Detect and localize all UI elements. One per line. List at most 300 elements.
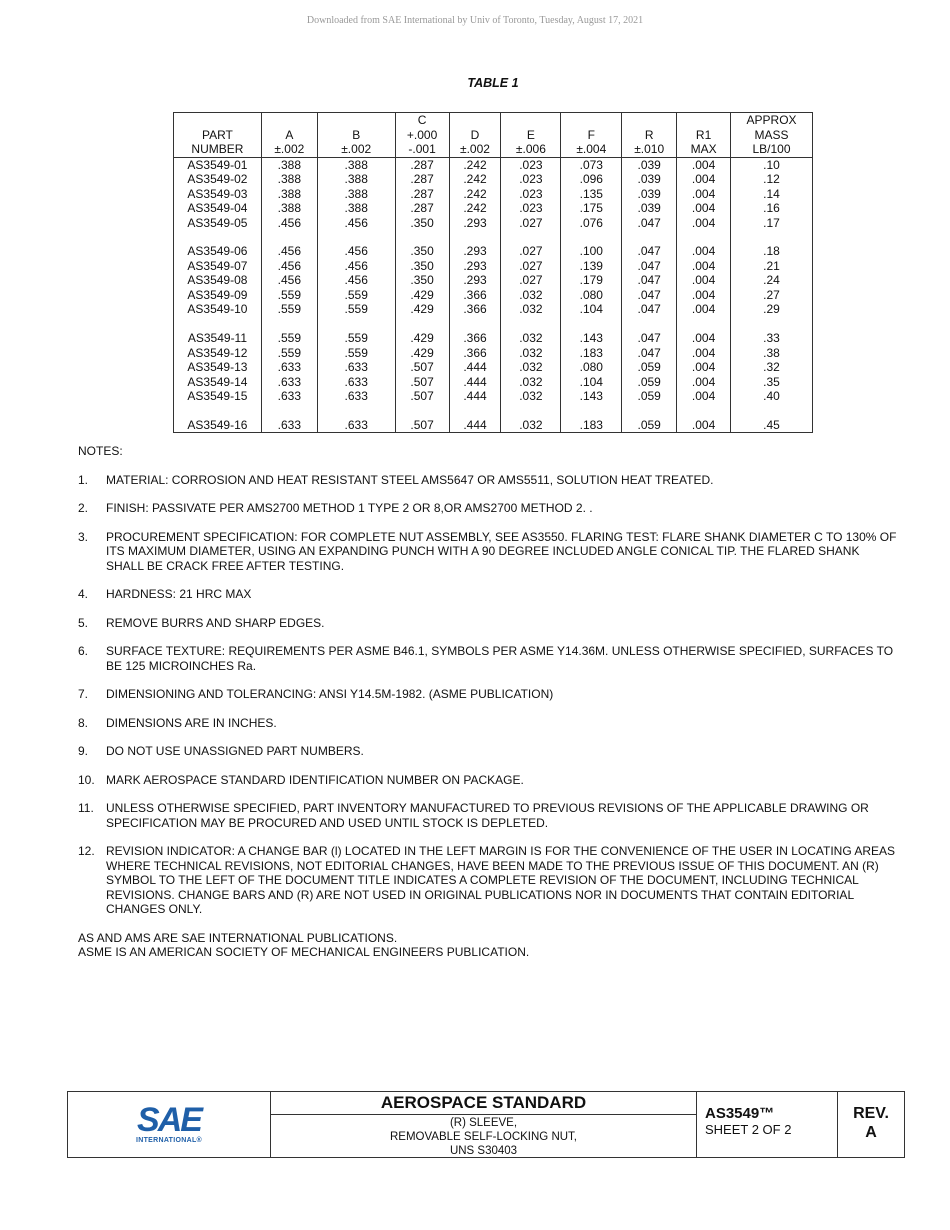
table-cell: .287 [395, 201, 449, 216]
table-cell: .17 [731, 216, 813, 231]
spacer-cell [174, 317, 262, 331]
table-cell: .039 [622, 172, 677, 187]
part-number-cell: AS3549-10 [174, 302, 262, 317]
part-number-cell: AS3549-03 [174, 187, 262, 202]
spacer-cell [677, 317, 731, 331]
table-cell: .40 [731, 389, 813, 404]
table-cell: .047 [622, 216, 677, 231]
table-title: TABLE 1 [467, 76, 519, 90]
note-text: REVISION INDICATOR: A CHANGE BAR (l) LOCATED IN THE LEFT MARGIN IS FOR THE CONVENIENCE OF THE USER IN LOCATING AREAS WHERE TECHNICAL REVISIONS, NOT EDITORIAL CHANGES, HAVE BEEN MADE TO THE PREVIOUS ISSUE OF THIS DOCUMENT. AN (R) SYMBOL TO THE LEFT OF THE DOCUMENT TITLE INDICATES A COMPLETE REVISION OF THE DOCUMENT, INCLUDING TECHNICAL REVISIONS. CHANGE BARS AND (R) ARE NOT USED IN ORIGINAL PUBLICATIONS NOR IN DOCUMENTS THAT CONTAIN EDITORIAL CHANGES ONLY. [106, 844, 896, 916]
note-item [78, 644, 898, 673]
table-cell: .287 [395, 157, 449, 172]
column-header-line [563, 113, 619, 128]
table-row [174, 288, 813, 303]
table-cell: .004 [677, 157, 731, 172]
table-row [174, 157, 813, 172]
table-cell: .633 [317, 418, 395, 433]
table-row [174, 201, 813, 216]
spacer-cell [317, 317, 395, 331]
table-cell: .456 [261, 273, 317, 288]
column-header-line: APPROX [746, 113, 797, 127]
part-number-cell: AS3549-13 [174, 360, 262, 375]
part-number-cell: AS3549-05 [174, 216, 262, 231]
part-number-cell: AS3549-04 [174, 201, 262, 216]
table-cell: .242 [449, 187, 501, 202]
table-cell: .444 [449, 375, 501, 390]
table-cell: .456 [317, 259, 395, 274]
table-cell: .456 [317, 273, 395, 288]
table-cell: .633 [261, 375, 317, 390]
column-header-line: R [644, 127, 654, 142]
table-cell: .004 [677, 187, 731, 202]
spacer-cell [317, 230, 395, 244]
table-cell: .429 [395, 288, 449, 303]
table-cell: .096 [561, 172, 622, 187]
table-cell: .45 [731, 418, 813, 433]
table-cell: .183 [561, 346, 622, 361]
table-cell: .388 [317, 201, 395, 216]
spacer-cell [561, 317, 622, 331]
spacer-cell [449, 404, 501, 418]
table-cell: .023 [501, 187, 561, 202]
table-cell: .104 [561, 302, 622, 317]
table-cell: .004 [677, 346, 731, 361]
column-header-line: -.001 [408, 142, 436, 156]
table-cell: .559 [317, 346, 395, 361]
table-cell: .179 [561, 273, 622, 288]
note-number: 3. [78, 529, 89, 544]
column-header-line: ±.004 [576, 142, 607, 156]
table-cell: .073 [561, 157, 622, 172]
spacer-cell [261, 230, 317, 244]
table-cell: .032 [501, 346, 561, 361]
table-cell: .444 [449, 360, 501, 375]
sae-logo [68, 1092, 271, 1157]
table-cell: .242 [449, 201, 501, 216]
revision-value: A [865, 1124, 877, 1141]
spacer-cell [561, 404, 622, 418]
dimensions-table [173, 112, 813, 433]
spacer-cell [622, 317, 677, 331]
group-spacer [174, 404, 813, 418]
note-number: 9. [78, 744, 89, 758]
note-number: 7. [78, 687, 89, 701]
table-cell: .444 [449, 418, 501, 433]
table-cell: .027 [501, 216, 561, 231]
note-text: FINISH: PASSIVATE PER AMS2700 METHOD 1 TYPE 2 OR 8,OR AMS2700 METHOD 2. . [106, 501, 593, 515]
table-cell: .559 [261, 331, 317, 346]
table-cell: .388 [261, 172, 317, 187]
footnote-line: ASME IS AN AMERICAN SOCIETY OF MECHANICAL ENGINEERS PUBLICATION. [78, 945, 530, 959]
table-row [174, 302, 813, 317]
table-cell: .183 [561, 418, 622, 433]
column-header-line: +.000 [406, 127, 438, 142]
column-header-line [264, 113, 315, 128]
table-cell: .039 [622, 187, 677, 202]
column-header [261, 113, 317, 158]
spacer-cell [261, 317, 317, 331]
column-header [677, 113, 731, 158]
spacer-cell [622, 230, 677, 244]
table-cell: .366 [449, 288, 501, 303]
column-header [622, 113, 677, 158]
note-number: 6. [78, 644, 89, 658]
column-header [317, 113, 395, 158]
column-header-line: MASS [754, 127, 789, 142]
spacer-cell [449, 230, 501, 244]
spacer-cell [622, 404, 677, 418]
column-header-line: ±.010 [634, 142, 665, 156]
spacer-cell [317, 404, 395, 418]
spacer-cell [501, 317, 561, 331]
spacer-cell [731, 404, 813, 418]
table-cell: .004 [677, 418, 731, 433]
column-header [449, 113, 501, 158]
group-spacer [174, 230, 813, 244]
table-cell: .293 [449, 273, 501, 288]
table-cell: .039 [622, 157, 677, 172]
spacer-cell [501, 230, 561, 244]
table-cell: .507 [395, 389, 449, 404]
note-text: MARK AEROSPACE STANDARD IDENTIFICATION NUMBER ON PACKAGE. [106, 772, 524, 787]
spacer-cell [677, 404, 731, 418]
note-number: 1. [78, 472, 89, 487]
table-cell: .139 [561, 259, 622, 274]
table-cell: .023 [501, 157, 561, 172]
sae-logo-mark: SAE [137, 1101, 201, 1139]
revision [838, 1092, 904, 1157]
table-cell: .366 [449, 346, 501, 361]
table-cell: .004 [677, 259, 731, 274]
note-text: PROCUREMENT SPECIFICATION: FOR COMPLETE NUT ASSEMBLY, SEE AS3550. FLARING TEST: FLARE SHANK DIAMETER C TO 130% OF ITS MAXIMUM DIAMETER, USING AN EXPANDING PUNCH WITH A 90 DEGREE INCLUDED ANGLE CONICAL TIP. THE FLARED SHANK SHALL BE CRACK FREE AFTER TESTING. [106, 529, 897, 573]
column-header-line: LB/100 [752, 142, 791, 156]
table-cell: .287 [395, 172, 449, 187]
note-item [78, 616, 898, 631]
note-item [78, 473, 898, 488]
note-text: HARDNESS: 21 HRC MAX [106, 587, 252, 601]
table-cell: .633 [317, 375, 395, 390]
spacer-cell [395, 317, 449, 331]
column-header [731, 113, 813, 158]
table-cell: .047 [622, 331, 677, 346]
table-cell: .004 [677, 375, 731, 390]
note-item [78, 587, 898, 602]
note-item [78, 801, 898, 830]
table-cell: .004 [677, 216, 731, 231]
table-cell: .004 [677, 273, 731, 288]
column-header-line: F [587, 127, 595, 142]
table-row [174, 331, 813, 346]
table-cell: .047 [622, 244, 677, 259]
table-cell: .29 [731, 302, 813, 317]
column-header-line [320, 113, 393, 128]
table-row [174, 216, 813, 231]
note-text: MATERIAL: CORROSION AND HEAT RESISTANT STEEL AMS5647 OR AMS5511, SOLUTION HEAT TREATED. [106, 472, 714, 487]
note-item [78, 501, 898, 516]
table-cell: .559 [261, 346, 317, 361]
table-cell: .633 [261, 418, 317, 433]
spacer-cell [395, 230, 449, 244]
description-line: UNS S30403 [449, 1145, 518, 1157]
publications-footnote [78, 931, 898, 960]
table-cell: .004 [677, 360, 731, 375]
table-cell: .004 [677, 244, 731, 259]
table-row [174, 346, 813, 361]
spacer-cell [731, 230, 813, 244]
table-row [174, 172, 813, 187]
table-cell: .507 [395, 418, 449, 433]
table-cell: .293 [449, 259, 501, 274]
table-cell: .027 [501, 244, 561, 259]
part-number-cell: AS3549-06 [174, 244, 262, 259]
standard-label: AEROSPACE STANDARD [271, 1092, 696, 1115]
column-header-line: NUMBER [191, 142, 244, 156]
table-cell: .293 [449, 244, 501, 259]
table-cell: .080 [561, 288, 622, 303]
column-header-line [624, 113, 674, 128]
table-cell: .023 [501, 201, 561, 216]
table-cell: .047 [622, 302, 677, 317]
table-cell: .388 [261, 157, 317, 172]
table-cell: .456 [261, 244, 317, 259]
spacer-cell [261, 404, 317, 418]
table-cell: .047 [622, 259, 677, 274]
table-cell: .18 [731, 244, 813, 259]
table-cell: .032 [501, 331, 561, 346]
table-cell: .004 [677, 331, 731, 346]
table-cell: .429 [395, 331, 449, 346]
table-cell: .456 [317, 216, 395, 231]
note-text: DIMENSIONS ARE IN INCHES. [106, 715, 277, 730]
column-header-line [452, 113, 499, 128]
table-cell: .559 [317, 331, 395, 346]
table-cell: .059 [622, 375, 677, 390]
table-cell: .444 [449, 389, 501, 404]
note-text: DO NOT USE UNASSIGNED PART NUMBERS. [106, 744, 364, 758]
table-cell: .559 [317, 288, 395, 303]
note-item [78, 773, 898, 788]
note-number: 2. [78, 501, 89, 515]
table-cell: .35 [731, 375, 813, 390]
spacer-cell [174, 230, 262, 244]
table-row [174, 418, 813, 433]
table-row [174, 244, 813, 259]
column-header-line [503, 113, 558, 128]
table-row [174, 259, 813, 274]
table-cell: .388 [317, 187, 395, 202]
table-cell: .047 [622, 346, 677, 361]
spacer-cell [395, 404, 449, 418]
column-header [561, 113, 622, 158]
table-cell: .242 [449, 172, 501, 187]
description-line: (R) SLEEVE, [449, 1117, 518, 1129]
column-header-line: B [352, 127, 361, 142]
part-number-cell: AS3549-12 [174, 346, 262, 361]
table-cell: .039 [622, 201, 677, 216]
table-cell: .429 [395, 302, 449, 317]
table-cell: .366 [449, 331, 501, 346]
note-number: 12. [78, 844, 95, 858]
note-item [78, 744, 898, 759]
table-cell: .388 [317, 157, 395, 172]
table-row [174, 389, 813, 404]
column-header-line: A [285, 127, 294, 142]
table-cell: .27 [731, 288, 813, 303]
table-cell: .032 [501, 288, 561, 303]
table-cell: .350 [395, 273, 449, 288]
part-number-cell: AS3549-16 [174, 418, 262, 433]
table-cell: .080 [561, 360, 622, 375]
part-number-cell: AS3549-14 [174, 375, 262, 390]
table-cell: .032 [501, 418, 561, 433]
footnote-line: AS AND AMS ARE SAE INTERNATIONAL PUBLICATIONS. [78, 930, 398, 945]
part-number-cell: AS3549-02 [174, 172, 262, 187]
group-spacer [174, 317, 813, 331]
table-cell: .004 [677, 389, 731, 404]
table-cell: .047 [622, 288, 677, 303]
description-line: REMOVABLE SELF-LOCKING NUT, [389, 1131, 578, 1143]
table-cell: .388 [317, 172, 395, 187]
table-cell: .559 [317, 302, 395, 317]
column-header-line: E [526, 127, 535, 142]
table-cell: .143 [561, 389, 622, 404]
column-header [174, 113, 262, 158]
table-cell: .507 [395, 375, 449, 390]
sae-logo-subtext: INTERNATIONAL® [135, 1137, 202, 1144]
part-number-cell: AS3549-01 [174, 157, 262, 172]
table-cell: .135 [561, 187, 622, 202]
table-cell: .32 [731, 360, 813, 375]
table-cell: .633 [261, 360, 317, 375]
column-header [501, 113, 561, 158]
spacer-cell [677, 230, 731, 244]
note-number: 10. [78, 772, 95, 787]
table-cell: .633 [317, 360, 395, 375]
table-cell: .175 [561, 201, 622, 216]
column-header-line: MAX [690, 142, 717, 156]
table-cell: .507 [395, 360, 449, 375]
table-cell: .032 [501, 375, 561, 390]
table-cell: .366 [449, 302, 501, 317]
column-header-line: R1 [695, 127, 712, 142]
column-header-line: D [470, 127, 480, 142]
table-cell: .059 [622, 360, 677, 375]
part-number-cell: AS3549-11 [174, 331, 262, 346]
table-cell: .456 [261, 259, 317, 274]
part-number-cell: AS3549-07 [174, 259, 262, 274]
note-number: 11. [78, 801, 94, 815]
note-text: REMOVE BURRS AND SHARP EDGES. [106, 615, 325, 630]
table-cell: .027 [501, 259, 561, 274]
document-id [697, 1092, 838, 1157]
note-number: 8. [78, 715, 89, 730]
table-cell: .12 [731, 172, 813, 187]
table-row [174, 187, 813, 202]
table-cell: .350 [395, 244, 449, 259]
table-cell: .004 [677, 172, 731, 187]
table-cell: .10 [731, 157, 813, 172]
spacer-cell [731, 317, 813, 331]
table-cell: .076 [561, 216, 622, 231]
table-cell: .388 [261, 201, 317, 216]
note-text: SURFACE TEXTURE: REQUIREMENTS PER ASME B46.1, SYMBOLS PER ASME Y14.36M. UNLESS OTHERWISE SPECIFIED, SURFACES TO BE 125 MICROINCHES Ra. [106, 644, 894, 673]
table-cell: .350 [395, 216, 449, 231]
table-cell: .16 [731, 201, 813, 216]
table-cell: .004 [677, 288, 731, 303]
table-cell: .027 [501, 273, 561, 288]
table-cell: .350 [395, 259, 449, 274]
table-cell: .633 [317, 389, 395, 404]
table-cell: .004 [677, 302, 731, 317]
column-header-line: C [417, 113, 427, 127]
part-number-cell: AS3549-08 [174, 273, 262, 288]
table-cell: .023 [501, 172, 561, 187]
table-cell: .559 [261, 288, 317, 303]
note-text: UNLESS OTHERWISE SPECIFIED, PART INVENTORY MANUFACTURED TO PREVIOUS REVISIONS OF THE APPLICABLE DRAWING OR SPECIFICATION MAY BE PROCURED AND USED UNTIL STOCK IS DEPLETED. [106, 801, 869, 830]
spacer-cell [449, 317, 501, 331]
document-number: AS3549™ [705, 1105, 775, 1122]
column-header-line: ±.002 [274, 142, 305, 156]
table-cell: .242 [449, 157, 501, 172]
column-header-line [679, 113, 728, 128]
table-cell: .21 [731, 259, 813, 274]
table-cell: .100 [561, 244, 622, 259]
note-item [78, 687, 898, 702]
part-number-cell: AS3549-15 [174, 389, 262, 404]
column-header-line: ±.002 [460, 142, 490, 156]
table-cell: .456 [261, 216, 317, 231]
table-cell: .388 [261, 187, 317, 202]
spacer-cell [174, 404, 262, 418]
table-cell: .032 [501, 302, 561, 317]
table-cell: .293 [449, 216, 501, 231]
column-header-line [176, 113, 259, 128]
note-number: 5. [78, 615, 89, 630]
table-cell: .14 [731, 187, 813, 202]
note-item [78, 530, 898, 574]
table-cell: .429 [395, 346, 449, 361]
table-header-row [174, 113, 813, 158]
table-cell: .633 [261, 389, 317, 404]
note-number: 4. [78, 587, 89, 601]
sheet-number: SHEET 2 OF 2 [705, 1122, 792, 1137]
note-item [78, 716, 898, 731]
title-block [67, 1091, 905, 1158]
column-header-line: ±.006 [515, 142, 546, 156]
column-header-line: PART [201, 127, 233, 142]
table-row [174, 360, 813, 375]
title-block-description [271, 1092, 697, 1157]
table-cell: .456 [317, 244, 395, 259]
notes-heading: NOTES: [78, 444, 123, 458]
table-cell: .032 [501, 360, 561, 375]
table-cell: .24 [731, 273, 813, 288]
column-header [395, 113, 449, 158]
column-header-line: ±.002 [341, 142, 372, 156]
table-cell: .104 [561, 375, 622, 390]
table-cell: .143 [561, 331, 622, 346]
spacer-cell [561, 230, 622, 244]
table-cell: .559 [261, 302, 317, 317]
table-cell: .287 [395, 187, 449, 202]
table-body [174, 157, 813, 433]
table-cell: .059 [622, 418, 677, 433]
revision-label: REV. [853, 1105, 889, 1122]
note-text: DIMENSIONING AND TOLERANCING: ANSI Y14.5M-1982. (ASME PUBLICATION) [106, 687, 554, 701]
table-row [174, 273, 813, 288]
table-cell: .047 [622, 273, 677, 288]
spacer-cell [501, 404, 561, 418]
